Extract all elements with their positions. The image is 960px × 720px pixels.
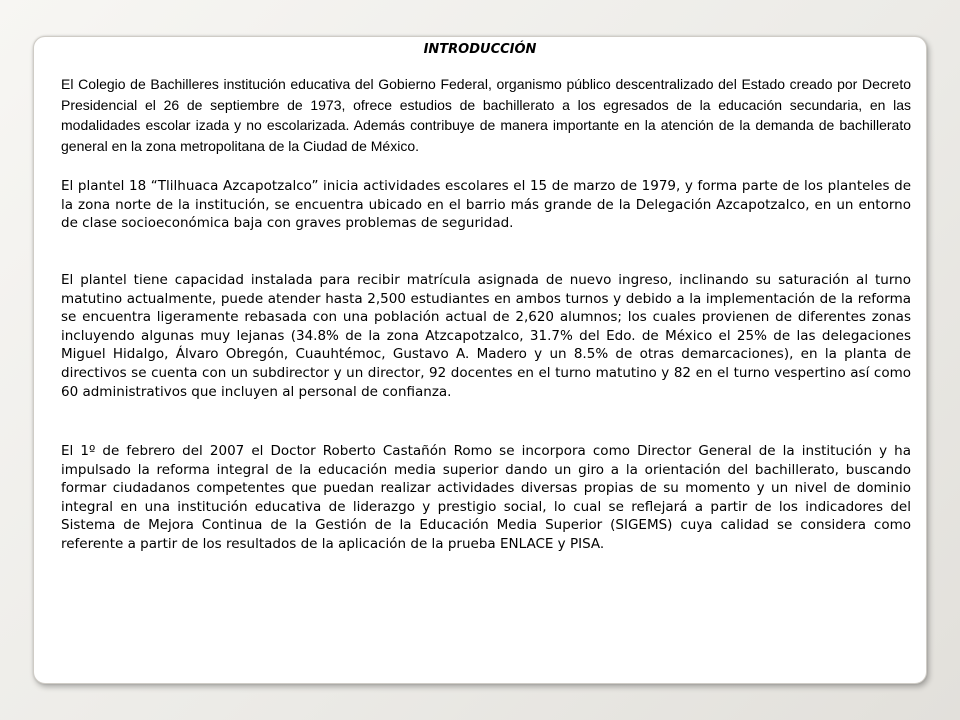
- paragraph-director-general: El 1º de febrero del 2007 el Doctor Roberto Castañón Romo se incorpora como Director General de la institución y ha impulsado la reforma integral de la educación media superior dando un giro a la orientación del bachillerato, buscando formar ciudadanos competentes que puedan realizar actividades diversas propias de su momento y un nivel de dominio integral en una institución educativa de liderazgo y prestigio social, lo cual se reflejará a partir de los indicadores del Sistema de Mejora Continua de la Gestión de la Educación Media Superior (SIGEMS) cuya calidad se considera como referente a partir de los resultados de la aplicación de la prueba ENLACE y PISA.: [61, 443, 911, 552]
- paragraph-capacidad: El plantel tiene capacidad instalada para recibir matrícula asignada de nuevo ingreso, inclinando su saturación al turno matutino actualmente, puede atender hasta 2,500 estudiantes en ambos turnos y debido a la implementación de la reforma se encuentra ligeramente rebasada con una población actual de 2,620 alumnos; los cuales provienen de diferentes zonas incluyendo algunas muy lejanas (34.8% de la zona Atzcapotzalco, 31.7% del Edo. de México el 25% de las delegaciones Miguel Hidalgo, Álvaro Obregón, Cuauhtémoc, Gustavo A. Madero y un 8.5% de otras demarcaciones), en la planta de directivos se cuenta con un subdirector y un director, 92 docentes en el turno matutino y 82 en el turno vespertino así como 60 administrativos que incluyen al personal de confianza.: [61, 272, 911, 400]
- slide-title: INTRODUCCIÓN: [423, 42, 537, 57]
- slide-card: [33, 36, 927, 684]
- paragraph-plantel-18: El plantel 18 “Tlilhuaca Azcapotzalco” inicia actividades escolares el 15 de marzo de 1979, y forma parte de los planteles de la zona norte de la institución, se encuentra ubicado en el barrio más grande de la Delegación Azcapotzalco, en un entorno de clase socioeconómica baja con graves problemas de seguridad.: [61, 178, 911, 232]
- paragraph-colegio-intro: El Colegio de Bachilleres institución educativa del Gobierno Federal, organismo público descentralizado del Estado creado por Decreto Presidencial el 26 de septiembre de 1973, ofrece estudios de bachillerato a los egresados de la educación secundaria, en las modalidades escolar izada y no escolarizada. Además contribuye de manera importante en la atención de la demanda de bachillerato general en la zona metropolitana de la Ciudad de México.: [61, 76, 911, 154]
